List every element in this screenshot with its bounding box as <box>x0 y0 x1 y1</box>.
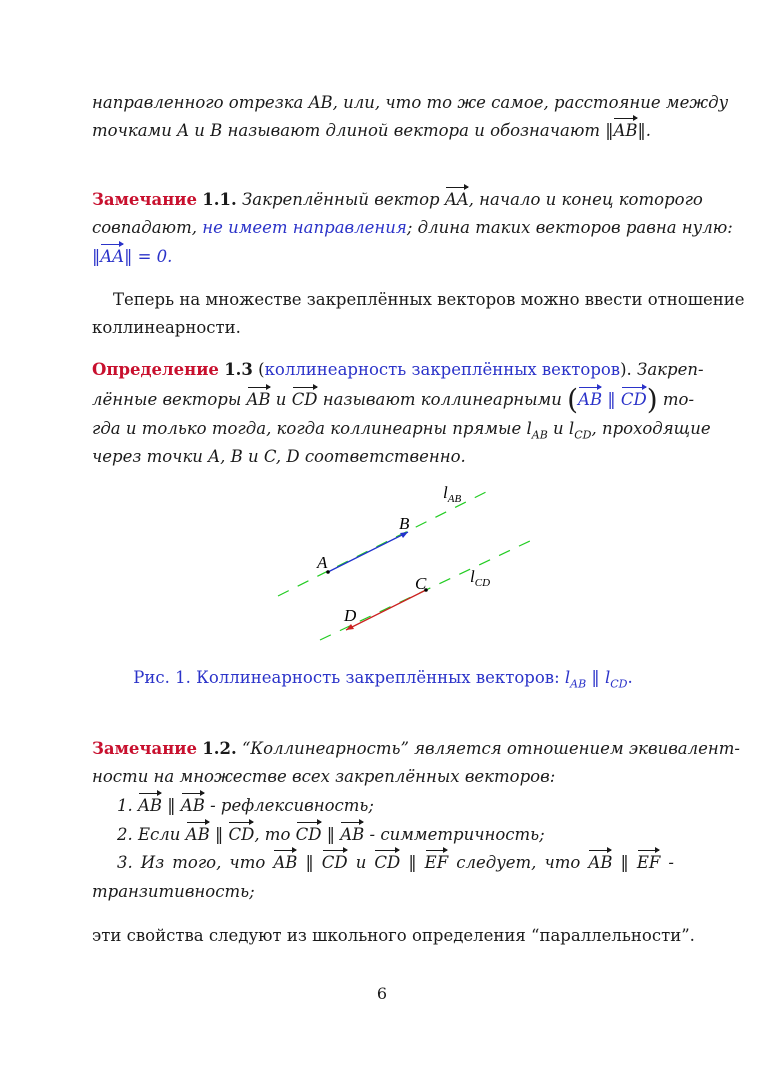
remark2-number: 1.2. <box>202 739 237 758</box>
paren-left: ( <box>567 383 579 416</box>
top-line2-suffix: ‖. <box>637 121 652 140</box>
item2-num: 2. Если <box>117 825 186 844</box>
caption-end: . <box>627 668 633 687</box>
vector-ab-segment <box>328 532 408 572</box>
definition-line-1 <box>92 360 704 380</box>
item3-m1: ‖ <box>297 853 322 872</box>
vector-cd-def: CD <box>291 390 318 409</box>
label-l-cd-l: l <box>470 567 475 586</box>
def-l2-c: называют коллинеарными <box>317 390 568 409</box>
item3-v3: CD <box>374 853 401 872</box>
remark-number: 1.1. <box>202 190 237 209</box>
line-l-ab: l <box>526 419 532 438</box>
paragraph-text-1: Теперь на множестве закреплённых векторов можно ввести отношение <box>113 290 745 309</box>
item2-mid1: ‖ <box>209 825 229 844</box>
remark-1-1-line-3 <box>92 247 674 267</box>
definition-line-3 <box>92 419 711 442</box>
item2-v1: AB <box>185 825 210 844</box>
definition-label: Определение <box>92 360 219 379</box>
def-l1-end: Закреп- <box>637 360 704 379</box>
item2-v2: CD <box>228 825 255 844</box>
item1-v2: AB <box>180 796 205 815</box>
no-direction-link[interactable]: не имеет направления <box>202 218 407 237</box>
item3-m5: ‖ <box>612 853 637 872</box>
vector-aa-norm: AA <box>100 247 125 266</box>
vector-ab: AB <box>613 121 638 140</box>
item2-v4: AB <box>340 825 365 844</box>
vector-cd-blue: CD <box>620 390 647 409</box>
definition-term-link[interactable]: коллинеарность закреплённых векторов <box>264 360 621 379</box>
def-l3-a: гда и только тогда, когда коллинеарны прямые <box>92 419 527 438</box>
closing-line <box>92 926 695 946</box>
remark1-text: Закреплённый вектор <box>241 190 445 209</box>
remark1-text-end: , начало и конец которого <box>468 190 703 209</box>
item3-v1: AB <box>273 853 298 872</box>
top-line2-prefix: точками A и B называют длиной вектора и обозначают ‖ <box>92 121 614 140</box>
item3-end: - <box>660 853 674 872</box>
label-l-ab <box>443 483 461 505</box>
item1-end: - рефлексивность; <box>204 796 374 815</box>
label-l-cd-sub: CD <box>474 577 491 589</box>
item3-m2: и <box>347 853 375 872</box>
item3-m3: ‖ <box>400 853 425 872</box>
caption-parallel: ‖ <box>586 668 605 687</box>
vector-ab-def: AB <box>246 390 271 409</box>
definition-line-2 <box>92 383 695 416</box>
remark-1-1-line-1 <box>92 190 703 210</box>
label-l-ab-l: l <box>443 483 448 502</box>
label-d: D <box>344 606 357 625</box>
paragraph-text-2: коллинеарности. <box>92 318 241 337</box>
top-text-line-2 <box>92 121 674 141</box>
vector-cd-segment <box>346 590 426 630</box>
item3-v2: CD <box>321 853 348 872</box>
definition-number: 1.3 <box>224 360 253 379</box>
remark-label: Замечание <box>92 190 198 209</box>
label-c: C <box>415 574 427 593</box>
label-l-ab-sub: AB <box>447 493 462 505</box>
caption-sub1: AB <box>570 677 587 691</box>
caption-sub2: CD <box>610 677 628 691</box>
def-l4: через точки A, B и C, D соответственно. <box>92 447 466 466</box>
def-open-paren: ( <box>252 360 265 379</box>
item3-num: 3. Из того, что <box>117 853 274 872</box>
def-l3-b: , проходящие <box>591 419 711 438</box>
definition-line-4 <box>92 447 674 467</box>
closing-text: эти свойства следуют из школьного определения “параллельности”. <box>92 926 695 945</box>
label-a: A <box>317 553 328 572</box>
caption-l1: l <box>564 668 571 687</box>
vector-aa: AA <box>444 190 469 209</box>
def-l2-b: и <box>270 390 292 409</box>
item2-v3: CD <box>295 825 322 844</box>
line-l-ab-dashed <box>278 490 490 596</box>
def-l3-and: и <box>547 419 569 438</box>
label-b: B <box>399 514 410 533</box>
remark2-l2: ности на множестве всех закреплённых векторов: <box>92 767 556 786</box>
remark2-label: Замечание <box>92 739 198 758</box>
item3-v5: AB <box>588 853 613 872</box>
top-text-line-1 <box>92 93 729 113</box>
remark1-l2-end: ; длина таких векторов равна нулю: <box>406 218 733 237</box>
item2-mid3: ‖ <box>321 825 341 844</box>
remark2-item-2 <box>117 825 699 845</box>
item2-end: - симметричность; <box>364 825 545 844</box>
page-number: 6 <box>376 984 388 1003</box>
figure-collinear-vectors <box>0 470 764 650</box>
norm-open: ‖ <box>92 247 101 266</box>
remark1-l2-start: совпадают, <box>92 218 203 237</box>
item1-num: 1. <box>117 796 138 815</box>
remark2-item-3-line-2 <box>92 882 674 902</box>
item3-m4: следует, что <box>448 853 589 872</box>
caption-l2: l <box>604 668 611 687</box>
remark-1-2-line-2 <box>92 767 674 787</box>
parallel-sign: ‖ <box>602 390 621 409</box>
remark2-item-1 <box>117 796 699 816</box>
item1-v1: AB <box>138 796 163 815</box>
paragraph-line-1 <box>113 290 745 310</box>
top-line1-text: направленного отрезка AB, или, что то же самое, расстояние между <box>92 93 729 112</box>
remark2-text: “Коллинеарность” является отношением эквивалент- <box>236 739 740 758</box>
item3-l2: транзитивность; <box>92 882 255 901</box>
figure-caption <box>92 668 674 690</box>
remark2-item-3 <box>117 853 674 873</box>
label-l-cd <box>470 567 490 589</box>
item3-v4: EF <box>424 853 449 872</box>
paren-right: ) <box>646 383 658 416</box>
def-close-paren: ). <box>620 360 638 379</box>
def-l2-d: то- <box>657 390 695 409</box>
caption-prefix: Рис. 1. Коллинеарность закреплённых векторов: <box>133 668 565 687</box>
vector-ab-blue: AB <box>578 390 603 409</box>
def-l2-a: лённые векторы <box>92 390 247 409</box>
item2-mid2: , то <box>254 825 296 844</box>
item3-v6: EF <box>636 853 661 872</box>
remark-1-2-line-1 <box>92 739 740 759</box>
remark-1-1-line-2 <box>92 218 733 238</box>
item1-mid: ‖ <box>162 796 181 815</box>
line-l-ab-sub: AB <box>531 428 548 442</box>
norm-zero: ‖ = 0. <box>124 247 173 266</box>
line-l-cd-sub: CD <box>574 428 592 442</box>
paragraph-line-2 <box>92 318 674 338</box>
line-l-cd: l <box>568 419 575 438</box>
